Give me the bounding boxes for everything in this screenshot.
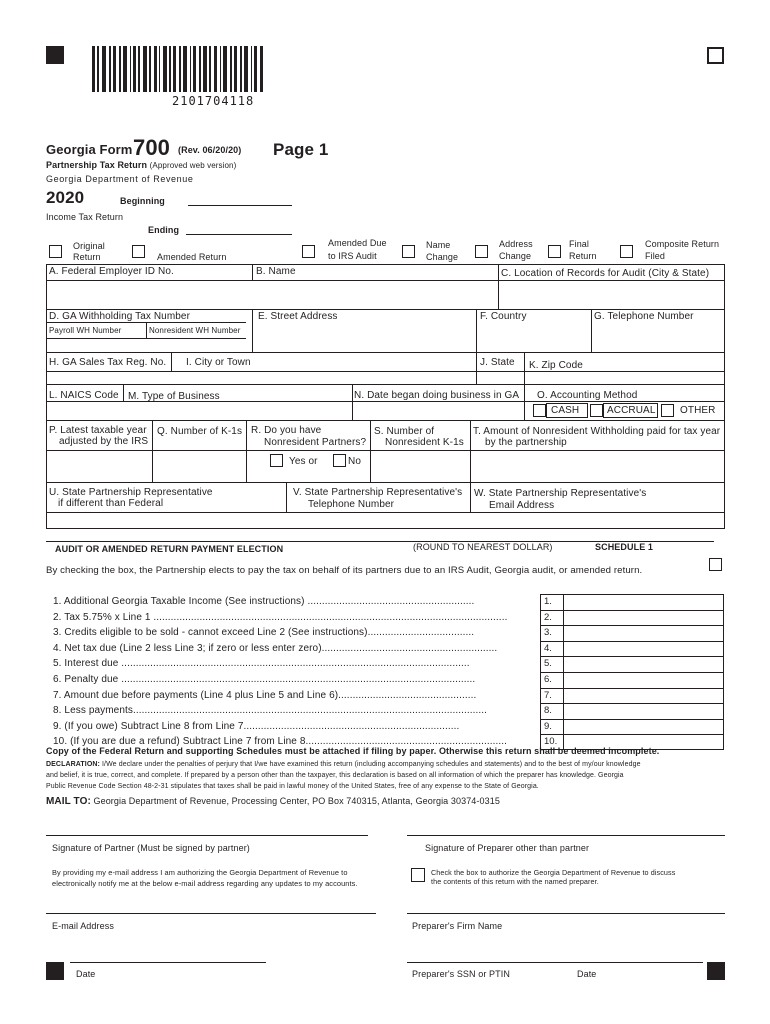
corner-marker-bottom-right [707, 962, 725, 980]
field-v-label-2: Telephone Number [308, 499, 395, 510]
nonresident-yes-checkbox[interactable] [270, 454, 283, 467]
beginning-label: Beginning [120, 196, 165, 206]
schedule-line-6-amount[interactable] [563, 672, 724, 688]
field-s-label: S. Number of [374, 426, 435, 437]
amended-due-label-2: to IRS Audit [328, 251, 377, 261]
records-location-input[interactable] [499, 281, 724, 309]
field-q-label: Q. Number of K-1s [157, 426, 243, 437]
discuss-authorization-1: Check the box to authorize the Georgia Department of Revenue to discuss [431, 868, 676, 877]
department: Georgia Department of Revenue [46, 174, 194, 184]
cash-box [546, 403, 588, 418]
field-g-label: G. Telephone Number [594, 311, 694, 322]
field-f-label: F. Country [480, 311, 527, 322]
schedule-line-3-number: 3. [540, 625, 564, 641]
schedule-line-6-number: 6. [540, 672, 564, 688]
schedule-line-4-number: 4. [540, 641, 564, 657]
schedule-line-1-label: 1. Additional Georgia Taxable Income (See instructions) .......................................................... [53, 596, 475, 607]
income-tax-return-label: Income Tax Return [46, 212, 124, 222]
tax-year: 2020 [46, 188, 85, 207]
declaration-line-3: Public Revenue Code Section 48-2-31 stipulates that taxes shall be paid in lawful money of the United States, free of any expense to the State of Georgia. [46, 783, 539, 790]
email-label: E-mail Address [52, 921, 114, 931]
schedule-line-3-label: 3. Credits eligible to be sold - cannot exceed Line 2 (See instructions)..................................... [53, 627, 475, 639]
address-change-label-2: Change [499, 251, 532, 261]
declaration-line-1: DECLARATION: I/We declare under the penalties of perjury that I/we have examined this return (including accompanying schedules and statements) and to the best of my/our knowledge [46, 761, 641, 768]
page-number: Page 1 [273, 140, 329, 159]
cash-checkbox[interactable] [533, 404, 546, 417]
field-r-label: R. Do you have [251, 425, 322, 436]
amended-return-label: Amended Return [157, 252, 227, 262]
ending-date-field[interactable] [186, 234, 292, 235]
schedule-line-7-number: 7. [540, 688, 564, 704]
schedule-name: SCHEDULE 1 [595, 542, 654, 552]
discuss-authorization-checkbox[interactable] [411, 868, 425, 882]
field-u-label: U. State Partnership Representative [49, 487, 213, 498]
field-h-label: H. GA Sales Tax Reg. No. [49, 357, 167, 368]
firm-name-label: Preparer's Firm Name [412, 921, 503, 931]
ending-label: Ending [148, 225, 180, 235]
schedule-line-1-amount[interactable] [563, 594, 724, 610]
round-note: (ROUND TO NEAREST DOLLAR) [413, 542, 553, 552]
date-line[interactable] [70, 962, 266, 963]
no-label: No [348, 456, 361, 467]
final-return-label: Final [569, 239, 590, 249]
payroll-wh-label: Payroll WH Number [49, 326, 122, 335]
election-checkbox[interactable] [709, 558, 722, 571]
schedule-line-8-amount[interactable] [563, 703, 724, 719]
other-checkbox[interactable] [661, 404, 674, 417]
schedule-line-8-label: 8. Less payments........................................................................................................................... [53, 705, 488, 717]
name-change-label-2: Change [426, 252, 459, 262]
composite-return-label-2: Filed [645, 251, 666, 261]
schedule-line-9-number: 9. [540, 719, 564, 735]
name-input[interactable] [253, 281, 497, 309]
accrual-box [603, 403, 658, 418]
schedule-line-7-amount[interactable] [563, 688, 724, 704]
field-w-label: W. State Partnership Representative's [474, 488, 647, 499]
date-label: Date [76, 969, 96, 979]
accrual-checkbox[interactable] [590, 404, 603, 417]
original-return-label: Return [73, 252, 101, 262]
yes-label: Yes or [289, 456, 318, 467]
field-a-label: A. Federal Employer ID No. [49, 266, 174, 277]
schedule-title: AUDIT OR AMENDED RETURN PAYMENT ELECTION [55, 544, 284, 554]
copy-notice: Copy of the Federal Return and supporting Schedules must be attached if filing by paper. Otherwise this return shall be deemed incomplete. [46, 746, 660, 756]
accrual-label: ACCRUAL [607, 405, 656, 416]
field-d-label: D. GA Withholding Tax Number [49, 311, 191, 322]
corner-marker-bottom-left [46, 962, 64, 980]
schedule-line-4-label: 4. Net tax due (Line 2 less Line 3; if zero or less enter zero)............................................................. [53, 642, 498, 654]
field-v-label: V. State Partnership Representative's [293, 487, 463, 498]
preparer-signature-label: Signature of Preparer other than partner [425, 843, 590, 853]
field-u-label-2: if different than Federal [58, 498, 164, 509]
ssn-line[interactable] [407, 962, 703, 963]
amended-return-checkbox[interactable] [132, 245, 145, 258]
schedule-line-9-label: 9. (If you owe) Subtract Line 8 from Line 7........................................................................... [53, 720, 460, 732]
schedule-line-9-amount[interactable] [563, 719, 724, 735]
field-s-label-2: Nonresident K-1s [385, 437, 464, 448]
employer-id-input[interactable] [47, 281, 252, 309]
schedule-line-8-number: 8. [540, 703, 564, 719]
field-b-label: B. Name [256, 266, 296, 277]
schedule-line-4-amount[interactable] [563, 641, 724, 657]
ssn-label: Preparer's SSN or PTIN [412, 969, 510, 979]
cash-label: CASH [551, 405, 580, 416]
address-change-label: Address [499, 239, 533, 249]
field-w-label-2: Email Address [489, 500, 555, 511]
field-k-label: K. Zip Code [529, 360, 583, 371]
field-p-label: P. Latest taxable year [49, 425, 147, 436]
partner-signature-label: Signature of Partner (Must be signed by partner) [52, 843, 250, 853]
field-t-label: T. Amount of Nonresident Withholding paid for tax year [473, 426, 721, 437]
field-c-label: C. Location of Records for Audit (City & State) [501, 268, 710, 279]
form-number: 700 [133, 135, 171, 160]
corner-marker-top-left [46, 46, 64, 64]
field-e-label: E. Street Address [258, 311, 338, 322]
name-change-label: Name [426, 240, 451, 250]
nonresident-wh-label: Nonresident WH Number [149, 326, 241, 335]
final-return-label-2: Return [569, 251, 597, 261]
field-j-label: J. State [480, 357, 515, 368]
schedule-line-5-amount[interactable] [563, 656, 724, 672]
schedule-line-2-label: 2. Tax 5.75% x Line 1 ........................................................................................................................... [53, 611, 508, 623]
field-n-label: N. Date began doing business in GA [354, 390, 520, 401]
firm-name-line[interactable] [407, 913, 725, 914]
corner-marker-top-right [707, 47, 724, 64]
field-m-label: M. Type of Business [128, 391, 220, 402]
barcode-number: 2101704118 [172, 94, 255, 108]
form-subtitle: Partnership Tax Return (Approved web version) [46, 160, 237, 170]
schedule-line-2-number: 2. [540, 610, 564, 626]
beginning-date-field[interactable] [188, 205, 292, 206]
form-revision: (Rev. 06/20/20) [178, 145, 242, 155]
other-label: OTHER [680, 405, 716, 416]
election-text: By checking the box, the Partnership elects to pay the tax on behalf of its partners due to an IRS Audit, Georgia audit, or amended return. [46, 565, 643, 576]
amended-due-irs-checkbox[interactable] [302, 245, 315, 258]
schedule-line-6-label: 6. Penalty due ........................................................................................................................... [53, 674, 476, 685]
amended-due-label: Amended Due [328, 238, 387, 248]
schedule-line-10-label: 10. (If you are due a refund) Subtract Line 7 from Line 8...................................................................... [53, 736, 507, 748]
field-l-label: L. NAICS Code [49, 390, 119, 401]
schedule-line-7-label: 7. Amount due before payments (Line 4 plus Line 5 and Line 6)................................................ [53, 689, 477, 701]
email-authorization-1: By providing my e-mail address I am authorizing the Georgia Department of Revenue to [52, 868, 348, 877]
email-authorization-2: electronically notify me at the below e-mail address regarding any updates to my accounts. [52, 879, 358, 888]
final-return-checkbox[interactable] [548, 245, 561, 258]
declaration-line-2: and belief, it is true, correct, and complete. If prepared by a person other than the taxpayer, this declaration is based on all information of which the preparer has knowledge. Georgia [46, 772, 624, 779]
field-r-label-2: Nonresident Partners? [264, 437, 367, 448]
original-return-checkbox[interactable] [49, 245, 62, 258]
partner-signature-line[interactable] [46, 835, 368, 836]
preparer-date-label: Date [577, 969, 597, 979]
email-line[interactable] [46, 913, 376, 914]
composite-return-checkbox[interactable] [620, 245, 633, 258]
street-address-input[interactable] [253, 324, 475, 352]
schedule-line-2-amount[interactable] [563, 610, 724, 626]
form-prefix: Georgia Form [46, 142, 133, 157]
address-change-checkbox[interactable] [475, 245, 488, 258]
field-p-label-2: adjusted by the IRS [59, 436, 149, 447]
discuss-authorization-2: the contents of this return with the named preparer. [431, 877, 599, 886]
field-o-label: O. Accounting Method [537, 390, 638, 401]
mail-to: MAIL TO: Georgia Department of Revenue, Processing Center, PO Box 740315, Atlanta, Georgia 30374-0315 [46, 796, 500, 807]
nonresident-wh-input[interactable] [147, 339, 246, 352]
schedule-line-3-amount[interactable] [563, 625, 724, 641]
nonresident-no-checkbox[interactable] [333, 454, 346, 467]
field-t-label-2: by the partnership [485, 437, 567, 448]
schedule-line-10-number: 10. [540, 734, 564, 750]
original-label: Original [73, 241, 105, 251]
field-i-label: I. City or Town [186, 357, 251, 368]
name-change-checkbox[interactable] [402, 245, 415, 258]
schedule-line-5-number: 5. [540, 656, 564, 672]
payroll-wh-input[interactable] [47, 339, 146, 352]
preparer-signature-line[interactable] [407, 835, 725, 836]
schedule-line-1-number: 1. [540, 594, 564, 610]
composite-return-label: Composite Return [645, 239, 720, 249]
barcode [92, 46, 264, 94]
schedule-line-5-label: 5. Interest due ......................................................................................................................... [53, 658, 470, 670]
